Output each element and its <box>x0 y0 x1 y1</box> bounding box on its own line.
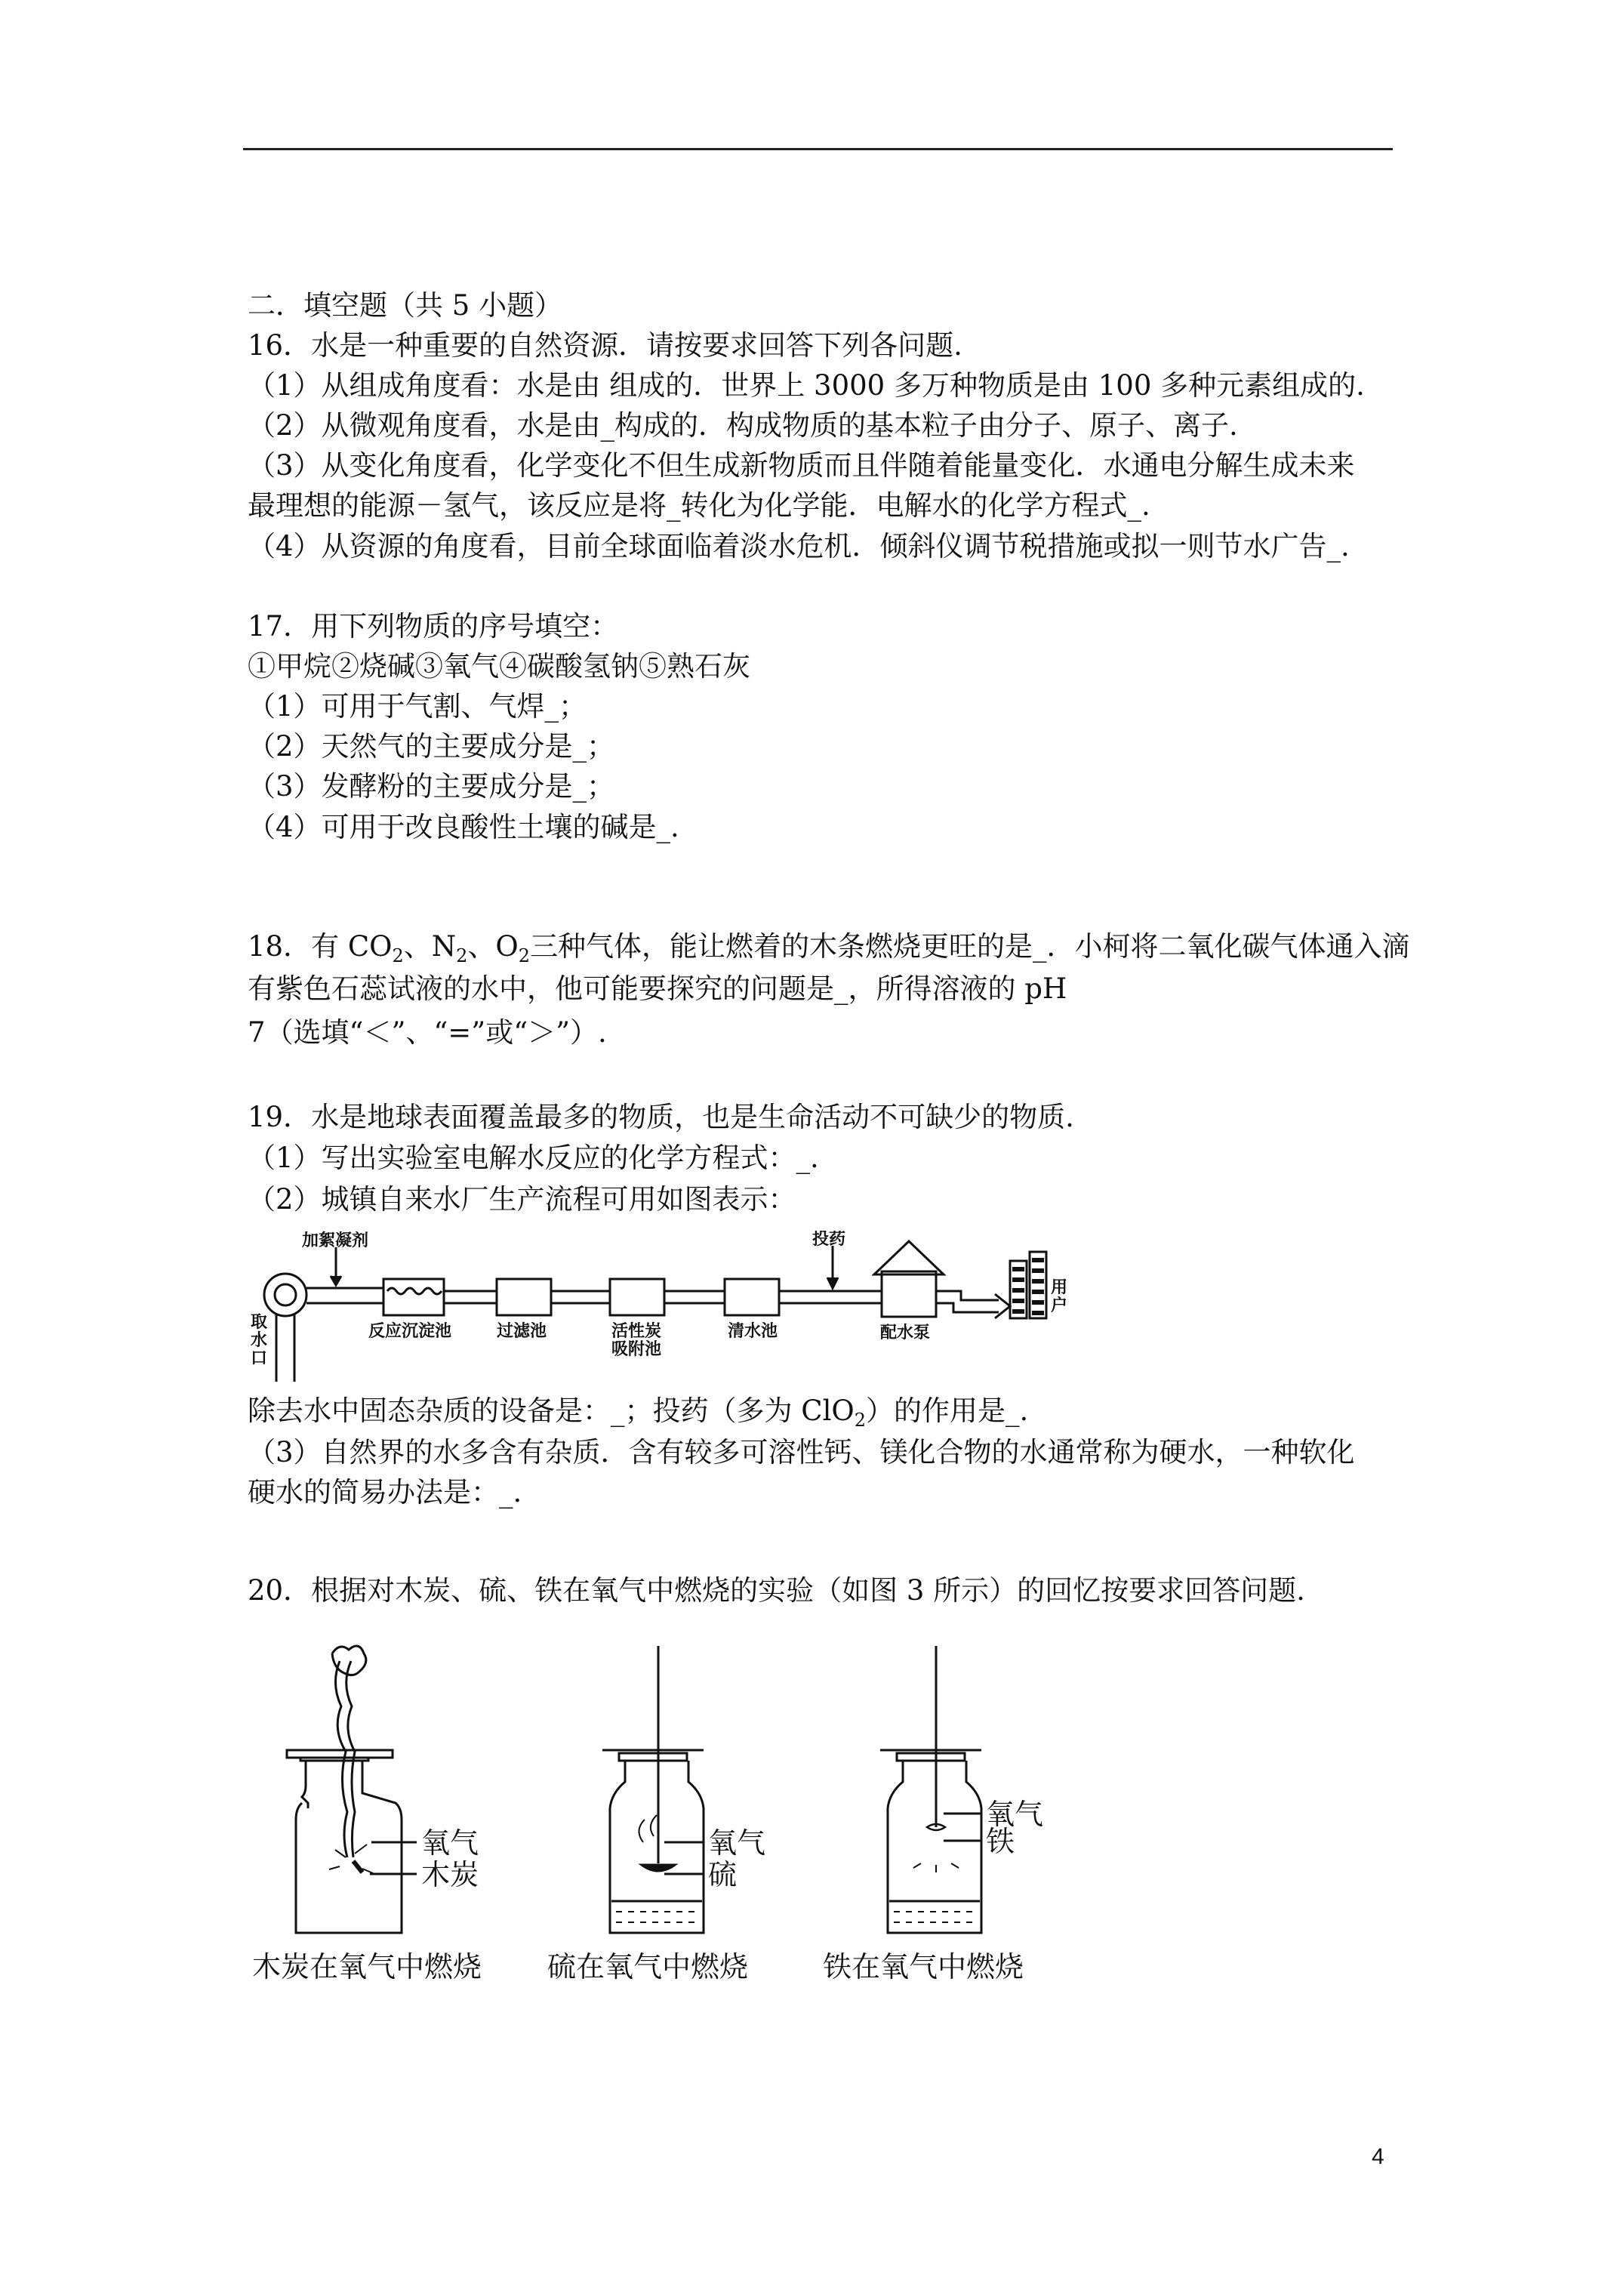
q16-stem: 16．水是一种重要的自然资源．请按要求回答下列各问题. <box>248 329 962 362</box>
q19-part3b: 硬水的简易办法是：_. <box>248 1476 522 1509</box>
q17-part4: （4）可用于改良酸性土壤的碱是_. <box>248 811 679 843</box>
user-label-1: 用 <box>1051 1278 1068 1297</box>
q19-part2: （2）城镇自来水厂生产流程可用如图表示： <box>248 1183 796 1216</box>
q17-options: ①甲烷②烧碱③氧气④碳酸氢钠⑤熟石灰 <box>248 650 750 683</box>
q17-part1: （1）可用于气割、气焊_； <box>248 690 587 723</box>
intake-label-3: 口 <box>251 1349 268 1368</box>
q17-part3: （3）发酵粉的主要成分是_； <box>248 770 615 803</box>
jar2-sulfur-label: 硫 <box>708 1858 738 1891</box>
carbon-tank-label-1: 活性炭 <box>611 1322 662 1341</box>
clear-tank-label: 清水池 <box>728 1322 778 1341</box>
jar1-charcoal-label: 木炭 <box>421 1858 479 1891</box>
jar3-oxygen-label: 氧气 <box>986 1798 1044 1831</box>
intake-label-1: 取 <box>251 1313 268 1332</box>
q16-part1: （1）从组成角度看：水是由 组成的．世界上 3000 多万种物质是由 100 多种元素组成的. <box>248 369 1365 402</box>
jar3-caption: 铁在氧气中燃烧 <box>823 1950 1024 1983</box>
pump-label: 配水泵 <box>880 1324 931 1342</box>
combustion-experiments-figure <box>242 1638 1087 1993</box>
jar2-caption: 硫在氧气中燃烧 <box>547 1950 749 1983</box>
q16-part2: （2）从微观角度看，水是由_构成的．构成物质的基本粒子由分子、原子、离子. <box>248 409 1238 442</box>
q19-after-diagram: 除去水中固态杂质的设备是：_；投药（多为 ClO$_2$）的作用是_. <box>248 1395 1029 1431</box>
dosing-label: 投药 <box>812 1231 846 1249</box>
water-treatment-flow-diagram <box>248 1231 1093 1389</box>
q17-part2: （2）天然气的主要成分是_； <box>248 730 615 763</box>
q16-part3b: 最理想的能源－氢气，该反应是将_转化为化学能．电解水的化学方程式_. <box>248 489 1150 522</box>
header-rule <box>243 148 1393 150</box>
carbon-tank-label-2: 吸附池 <box>611 1340 662 1359</box>
jar1-oxygen-label: 氧气 <box>421 1826 479 1860</box>
q19-part1: （1）写出实验室电解水反应的化学方程式：_. <box>248 1142 819 1174</box>
user-label-2: 户 <box>1051 1296 1068 1315</box>
q18-line1: 18．有 $CO_2$、$N_2$、$O_2$三种气体，能让燃着的木条燃烧更旺的是_．小柯将二氧化碳气体通入滴 <box>248 930 1410 966</box>
intake-label-2: 水 <box>251 1331 268 1350</box>
filter-tank-label: 过滤池 <box>497 1322 547 1341</box>
q19-part3a: （3）自然界的水多含有杂质．含有较多可溶性钙、镁化合物的水通常称为硬水，一种软化 <box>248 1436 1355 1469</box>
q19-stem: 19．水是地球表面覆盖最多的物质，也是生命活动不可缺少的物质. <box>248 1101 1074 1133</box>
q16-part4: （4）从资源的角度看，目前全球面临着淡水危机．倾斜仪调节税措施或拟一则节水广告_. <box>248 530 1350 562</box>
reaction-tank-label: 反应沉淀池 <box>368 1322 452 1341</box>
q17-stem: 17．用下列物质的序号填空： <box>248 610 619 643</box>
q20-stem: 20．根据对木炭、硫、铁在氧气中燃烧的实验（如图 3 所示）的回忆按要求回答问题. <box>248 1574 1305 1607</box>
jar3-iron-label: 铁 <box>986 1825 1015 1858</box>
q16-part3a: （3）从变化角度看，化学变化不但生成新物质而且伴随着能量变化．水通电分解生成未来 <box>248 449 1355 482</box>
coagulant-label: 加絮凝剂 <box>302 1231 369 1250</box>
jar2-oxygen-label: 氧气 <box>708 1826 766 1860</box>
q18-line3: 7（选填“＜”、“=”或“＞”）. <box>248 1016 607 1049</box>
q18-line2: 有紫色石蕊试液的水中，他可能要探究的问题是_，所得溶液的 pH <box>248 972 1067 1005</box>
page-number: 4 <box>1372 2144 1384 2169</box>
jar1-caption: 木炭在氧气中燃烧 <box>252 1950 482 1983</box>
section-heading: 二．填空题（共 5 小题） <box>248 289 563 322</box>
